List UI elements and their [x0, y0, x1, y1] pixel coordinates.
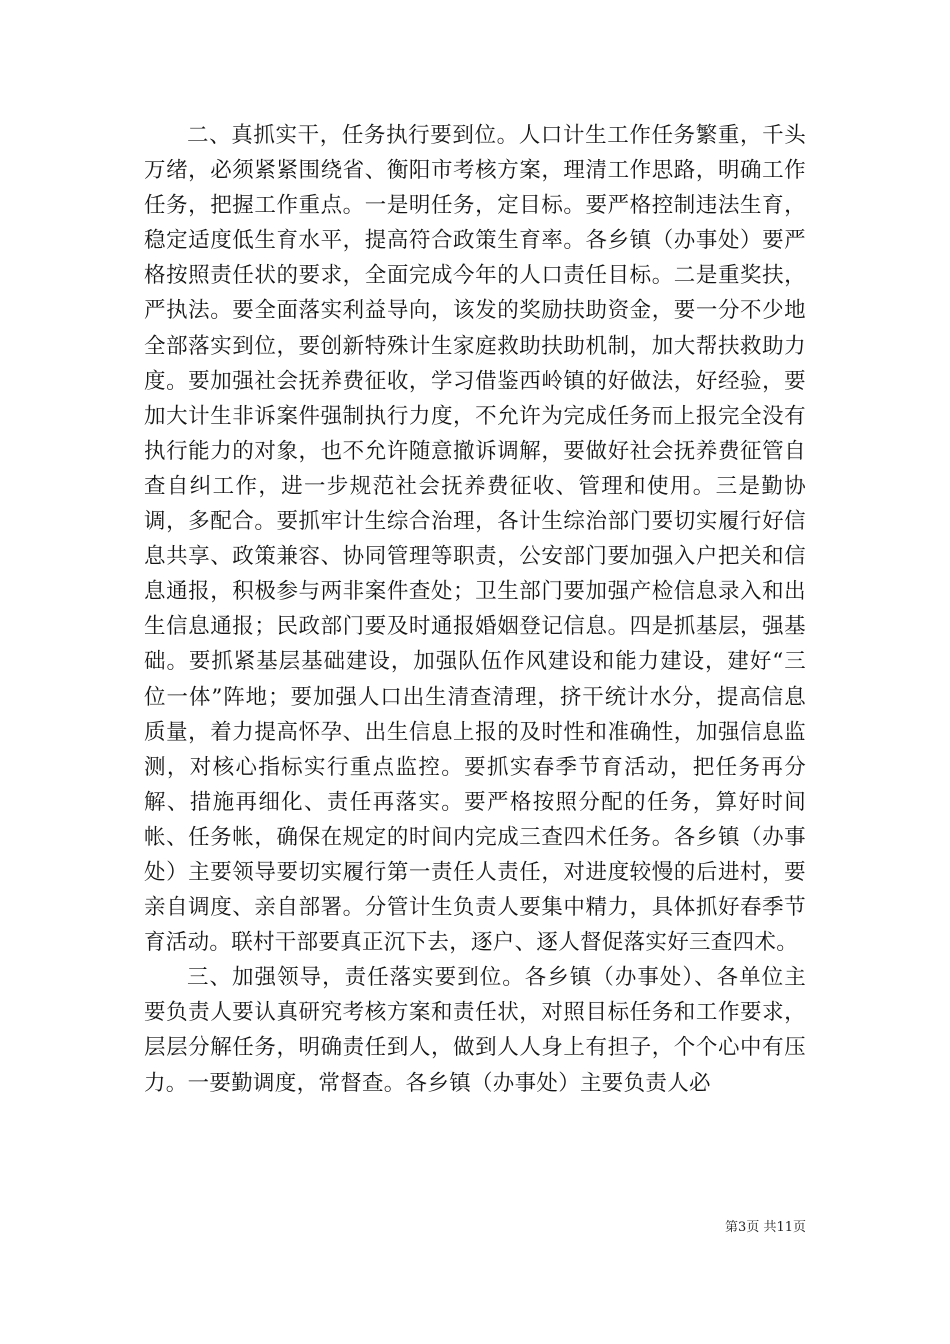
- document-body: [144, 118, 806, 1101]
- paragraph-section-three: 三、加强领导，责任落实要到位。各乡镇（办事处）、各单位主要负责人要认真研究考核方案和责任状，对照目标任务和工作要求，层层分解任务，明确责任到人，做到人人身上有担子，个个心中有压力。一要勤调度，常督查。各乡镇（办事处）主要负责人必: [144, 965, 806, 1096]
- page-number-footer: 第3页 共11页: [725, 1220, 806, 1235]
- paragraph-section-two: 二、真抓实干，任务执行要到位。人口计生工作任务繁重，千头万绪，必须紧紧围绕省、衡阳市考核方案，理清工作思路，明确工作任务，把握工作重点。一是明任务，定目标。要严格控制违法生育，稳定适度低生育水平，提高符合政策生育率。各乡镇（办事处）要严格按照责任状的要求，全面完成今年的人口责任目标。二是重奖扶，严执法。要全面落实利益导向，该发的奖励扶助资金，要一分不少地全部落实到位，要创新特殊计生家庭救助扶助机制，加大帮扶救助力度。要加强社会抚养费征收，学习借鉴西岭镇的好做法，好经验，要加大计生非诉案件强制执行力度，不允许为完成任务而上报完全没有执行能力的对象，也不允许随意撤诉调解，要做好社会抚养费征管自查自纠工作，进一步规范社会抚养费征收、管理和使用。三是勤协调，多配合。要抓牢计生综合治理，各计生综治部门要切实履行好信息共享、政策兼容、协同管理等职责，公安部门要加强入户把关和信息通报，积极参与两非案件查处；卫生部门要加强产检信息录入和出生信息通报；民政部门要及时通报婚姻登记信息。四是抓基层，强基础。要抓紧基层基础建设，加强队伍作风建设和能力建设，建好“三位一体”阵地；要加强人口出生清查清理，挤干统计水分，提高信息质量，着力提高怀孕、出生信息上报的及时性和准确性，加强信息监测，对核心指标实行重点监控。要抓实春季节育活动，把任务再分解、措施再细化、责任再落实。要严格按照分配的任务，算好时间帐、任务帐，确保在规定的时间内完成三查四术任务。各乡镇（办事处）主要领导要切实履行第一责任人责任，对进度较慢的后进村，要亲自调度、亲自部署。分管计生负责人要集中精力，具体抓好春季节育活动。联村干部要真正沉下去，逐户、逐人督促落实好三查四术。: [144, 123, 806, 956]
